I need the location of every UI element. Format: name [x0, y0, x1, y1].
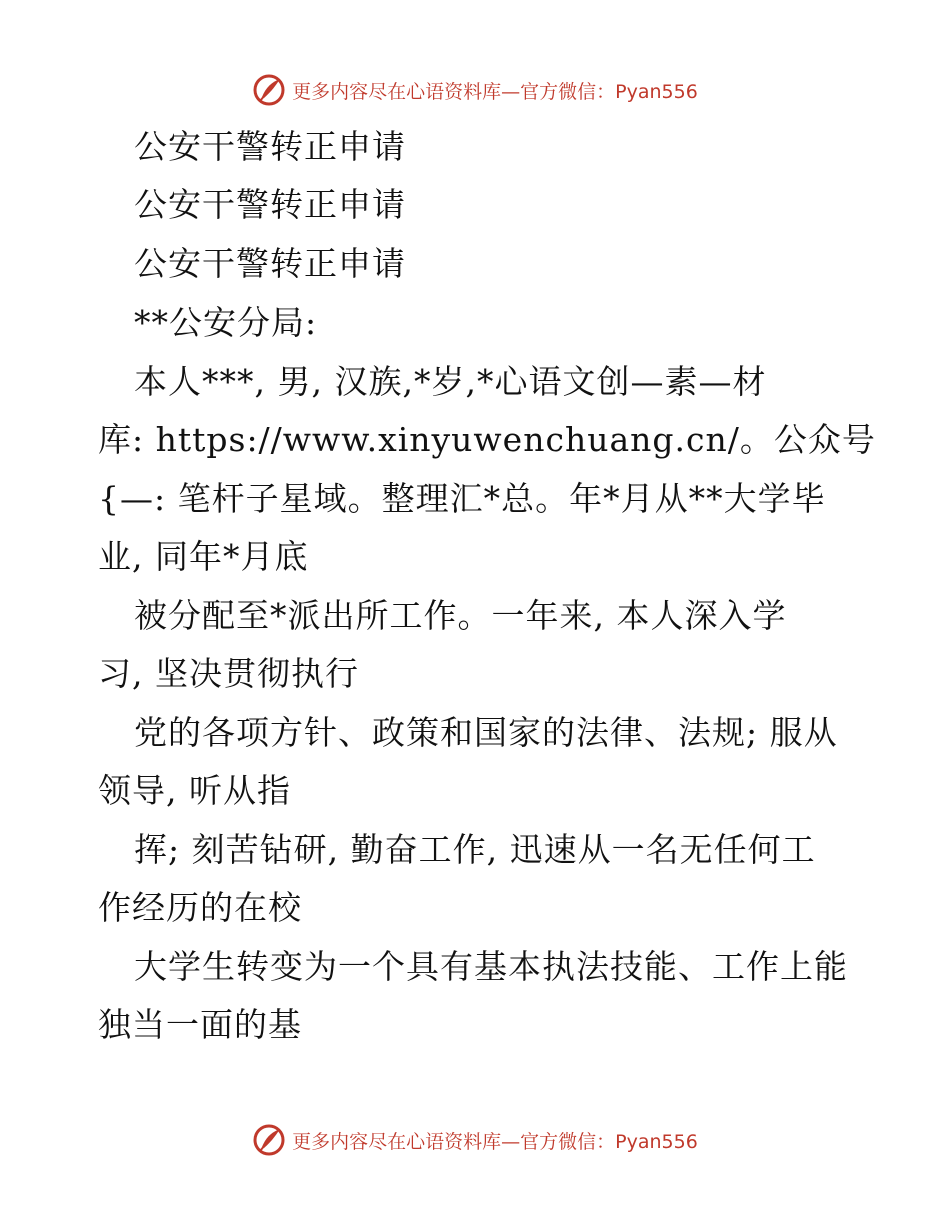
doc-paragraph-line: 领导, 听从指: [98, 771, 291, 810]
doc-paragraph-line: 被分配至*派出所工作。一年来, 本人深入学: [134, 596, 787, 635]
feather-pen-logo-icon: [252, 1123, 286, 1157]
doc-paragraph-line: 习, 坚决贯彻执行: [98, 654, 359, 693]
doc-title-line: 公安干警转正申请: [134, 185, 406, 224]
header-watermark: [0, 70, 950, 110]
doc-paragraph-line: 库: https://www.xinyuwenchuang.cn/。公众号: [98, 420, 876, 459]
feather-pen-logo-icon: [252, 73, 286, 107]
doc-paragraph-line: 党的各项方针、政策和国家的法律、法规; 服从: [134, 713, 838, 752]
header-watermark-text: 更多内容尽在心语资料库—官方微信：Pyan556: [292, 80, 698, 103]
doc-paragraph-line: 独当一面的基: [98, 1005, 302, 1044]
doc-paragraph-line: 作经历的在校: [98, 888, 302, 927]
doc-paragraph-line: 大学生转变为一个具有基本执法技能、工作上能: [134, 947, 848, 986]
footer-wechat-id: Pyan556: [615, 1130, 698, 1153]
doc-addressee: **公安分局:: [134, 303, 318, 342]
doc-paragraph-line: 挥; 刻苦钻研, 勤奋工作, 迅速从一名无任何工: [134, 830, 816, 869]
header-wechat-id: Pyan556: [615, 80, 698, 103]
doc-title-line: 公安干警转正申请: [134, 244, 406, 283]
doc-title-line: 公安干警转正申请: [134, 127, 406, 166]
doc-paragraph-line: 本人***, 男, 汉族,*岁,*心语文创—素—材: [134, 362, 767, 401]
doc-paragraph-line: 业, 同年*月底: [98, 537, 309, 576]
doc-paragraph-line: {—: 笔杆子星域。整理汇*总。年*月从**大学毕: [98, 479, 826, 518]
footer-watermark-text: 更多内容尽在心语资料库—官方微信：Pyan556: [292, 1130, 698, 1153]
footer-watermark: [0, 1120, 950, 1160]
